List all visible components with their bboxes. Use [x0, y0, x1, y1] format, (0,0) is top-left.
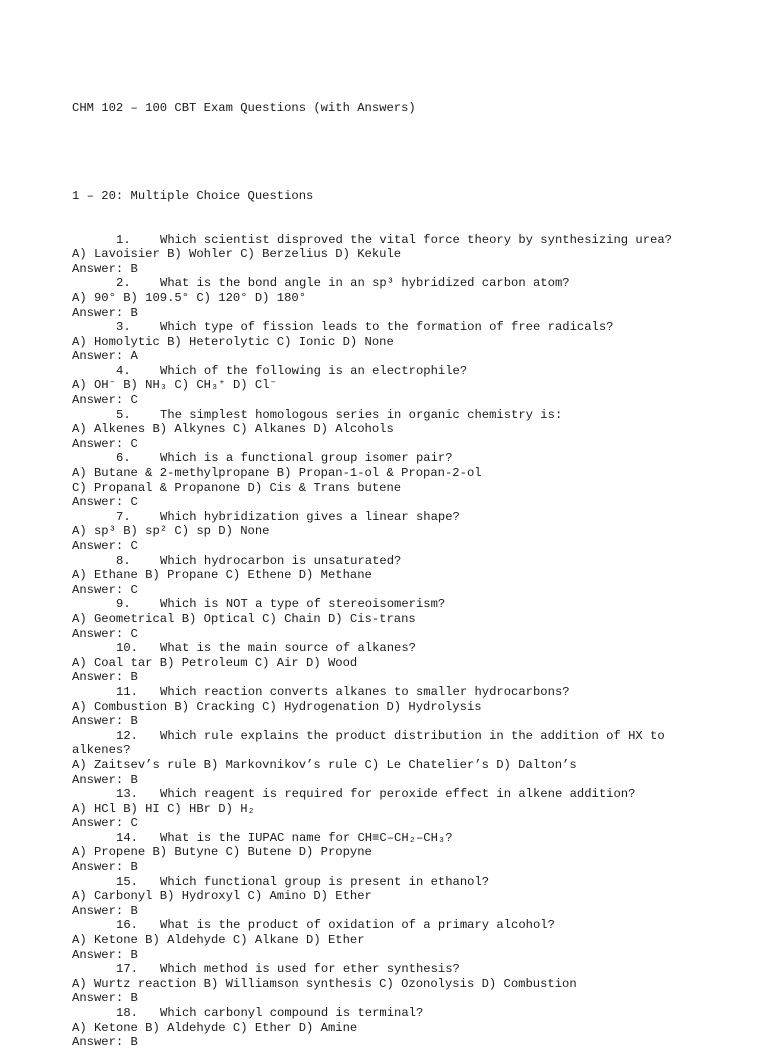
answer-key: Answer: C [72, 626, 138, 641]
document-title: CHM 102 – 100 CBT Exam Questions (with Answers) [72, 101, 416, 116]
question-text: Which of the following is an electrophile? [160, 363, 468, 378]
answer-key: Answer: B [72, 772, 138, 787]
answer-options: A) Coal tar B) Petroleum C) Air D) Wood [72, 655, 358, 670]
question-item [72, 597, 692, 641]
question-number: 15. [116, 874, 138, 889]
question-line [72, 510, 692, 525]
question-item [72, 831, 692, 875]
answer-key: Answer: C [72, 539, 138, 553]
spacer [72, 145, 692, 160]
question-line [72, 597, 692, 612]
answer-options: A) Ethane B) Propane C) Ethene D) Methane [72, 568, 372, 583]
question-item [72, 918, 692, 962]
answer-key: Answer: B [72, 991, 138, 1006]
question-text: What is the main source of alkanes? [160, 641, 416, 656]
answer-options: A) Alkenes B) Alkynes C) Alkanes D) Alcohols [72, 422, 394, 437]
question-line [72, 408, 692, 423]
question-item [72, 685, 692, 729]
question-number: 18. [116, 1006, 138, 1020]
question-item [72, 1006, 692, 1050]
question-item [72, 554, 692, 598]
question-item [72, 233, 692, 277]
answer-options: A) Geometrical B) Optical C) Chain D) Cis-trans [72, 611, 416, 626]
question-text: Which reagent is required for peroxide effect in alkene addition? [160, 787, 636, 802]
question-item [72, 510, 692, 554]
question-item [72, 408, 692, 452]
answer-key: Answer: C [72, 816, 138, 831]
answer-options: A) Butane & 2-methylpropane B) Propan-1-ol & Propan-2-ol [72, 466, 482, 481]
question-text: Which is NOT a type of stereoisomerism? [160, 597, 446, 612]
question-text: Which functional group is present in ethanol? [160, 874, 490, 889]
answer-key: Answer: A [72, 349, 138, 364]
question-text: Which type of fission leads to the formation of free radicals? [160, 320, 614, 335]
question-text: Which method is used for ether synthesis? [160, 962, 460, 977]
question-item [72, 962, 692, 1006]
question-line [72, 685, 692, 700]
question-text: Which scientist disproved the vital force theory by synthesizing urea? [160, 232, 672, 247]
answer-options: A) HCl B) HI C) HBr D) H₂ [72, 801, 255, 816]
question-line [72, 320, 692, 335]
answer-options: A) Wurtz reaction B) Williamson synthesis C) Ozonolysis D) Combustion [72, 976, 577, 991]
answer-key: Answer: B [72, 714, 138, 729]
answer-options: A) Propene B) Butyne C) Butene D) Propyne [72, 845, 372, 860]
question-line [72, 729, 692, 758]
question-line [72, 451, 692, 466]
answer-key: Answer: C [72, 436, 138, 451]
question-line [72, 1006, 692, 1021]
question-text: What is the bond angle in an sp³ hybridized carbon atom? [160, 276, 570, 291]
question-list [72, 233, 692, 1050]
question-line [72, 787, 692, 802]
answer-options: C) Propanal & Propanone D) Cis & Trans butene [72, 480, 402, 495]
question-line [72, 233, 692, 248]
answer-options: A) Homolytic B) Heterolytic C) Ionic D) None [72, 334, 394, 349]
question-item [72, 364, 692, 408]
question-number: 17. [116, 962, 138, 977]
question-number: 4. [116, 363, 131, 378]
answer-key: Answer: B [72, 947, 138, 962]
question-item [72, 451, 692, 509]
question-text: The simplest homologous series in organic chemistry is: [160, 407, 563, 422]
question-number: 6. [116, 451, 131, 466]
question-number: 14. [116, 830, 138, 845]
question-text: What is the product of oxidation of a primary alcohol? [160, 918, 555, 933]
section-heading: 1 – 20: Multiple Choice Questions [72, 188, 314, 203]
question-item [72, 729, 692, 787]
question-line [72, 875, 692, 890]
question-line [72, 918, 692, 933]
answer-options: A) sp³ B) sp² C) sp D) None [72, 524, 270, 539]
question-number: 10. [116, 641, 138, 656]
answer-key: Answer: C [72, 393, 138, 408]
document-page [72, 72, 692, 1064]
question-line [72, 831, 692, 846]
question-line [72, 554, 692, 569]
question-item [72, 641, 692, 685]
question-text: What is the IUPAC name for CH≡C–CH₂–CH₃? [160, 830, 453, 845]
question-item [72, 787, 692, 831]
answer-options: A) Lavoisier B) Wohler C) Berzelius D) Kekule [72, 247, 402, 262]
answer-options: A) Ketone B) Aldehyde C) Alkane D) Ether [72, 933, 365, 948]
question-text: Which is a functional group isomer pair? [160, 451, 453, 466]
question-number: 1. [116, 232, 131, 247]
question-item [72, 320, 692, 364]
question-text: Which rule explains the product distribution in the addition of HX to alkenes? [72, 728, 672, 758]
answer-options: A) Combustion B) Cracking C) Hydrogenation D) Hydrolysis [72, 699, 482, 714]
answer-key: Answer: B [72, 305, 138, 320]
question-number: 7. [116, 509, 131, 524]
answer-key: Answer: B [72, 261, 138, 276]
question-number: 5. [116, 407, 131, 422]
question-number: 3. [116, 320, 131, 335]
answer-key: Answer: B [72, 903, 138, 918]
question-line [72, 962, 692, 977]
answer-key: Answer: B [72, 670, 138, 685]
question-text: Which carbonyl compound is terminal? [160, 1006, 424, 1020]
question-item [72, 875, 692, 919]
question-line [72, 641, 692, 656]
answer-options: A) Carbonyl B) Hydroxyl C) Amino D) Ether [72, 889, 372, 904]
answer-options: A) Ketone B) Aldehyde C) Ether D) Amine [72, 1020, 358, 1035]
question-text: Which hybridization gives a linear shape? [160, 509, 460, 524]
question-number: 16. [116, 918, 138, 933]
question-item [72, 276, 692, 320]
answer-key: Answer: B [72, 860, 138, 875]
question-number: 12. [116, 728, 138, 743]
question-number: 2. [116, 276, 131, 291]
question-line [72, 276, 692, 291]
question-number: 13. [116, 787, 138, 802]
question-number: 9. [116, 597, 131, 612]
question-text: Which hydrocarbon is unsaturated? [160, 553, 402, 568]
answer-options: A) Zaitsev’s rule B) Markovnikov’s rule C) Le Chatelier’s D) Dalton’s [72, 757, 577, 772]
question-line [72, 364, 692, 379]
question-number: 8. [116, 553, 131, 568]
question-number: 11. [116, 684, 138, 699]
answer-key: Answer: C [72, 495, 138, 510]
answer-options: A) OH⁻ B) NH₃ C) CH₃⁺ D) Cl⁻ [72, 378, 277, 393]
question-text: Which reaction converts alkanes to smaller hydrocarbons? [160, 684, 570, 699]
answer-key: Answer: B [72, 1035, 138, 1050]
answer-key: Answer: C [72, 582, 138, 597]
answer-options: A) 90° B) 109.5° C) 120° D) 180° [72, 290, 307, 305]
